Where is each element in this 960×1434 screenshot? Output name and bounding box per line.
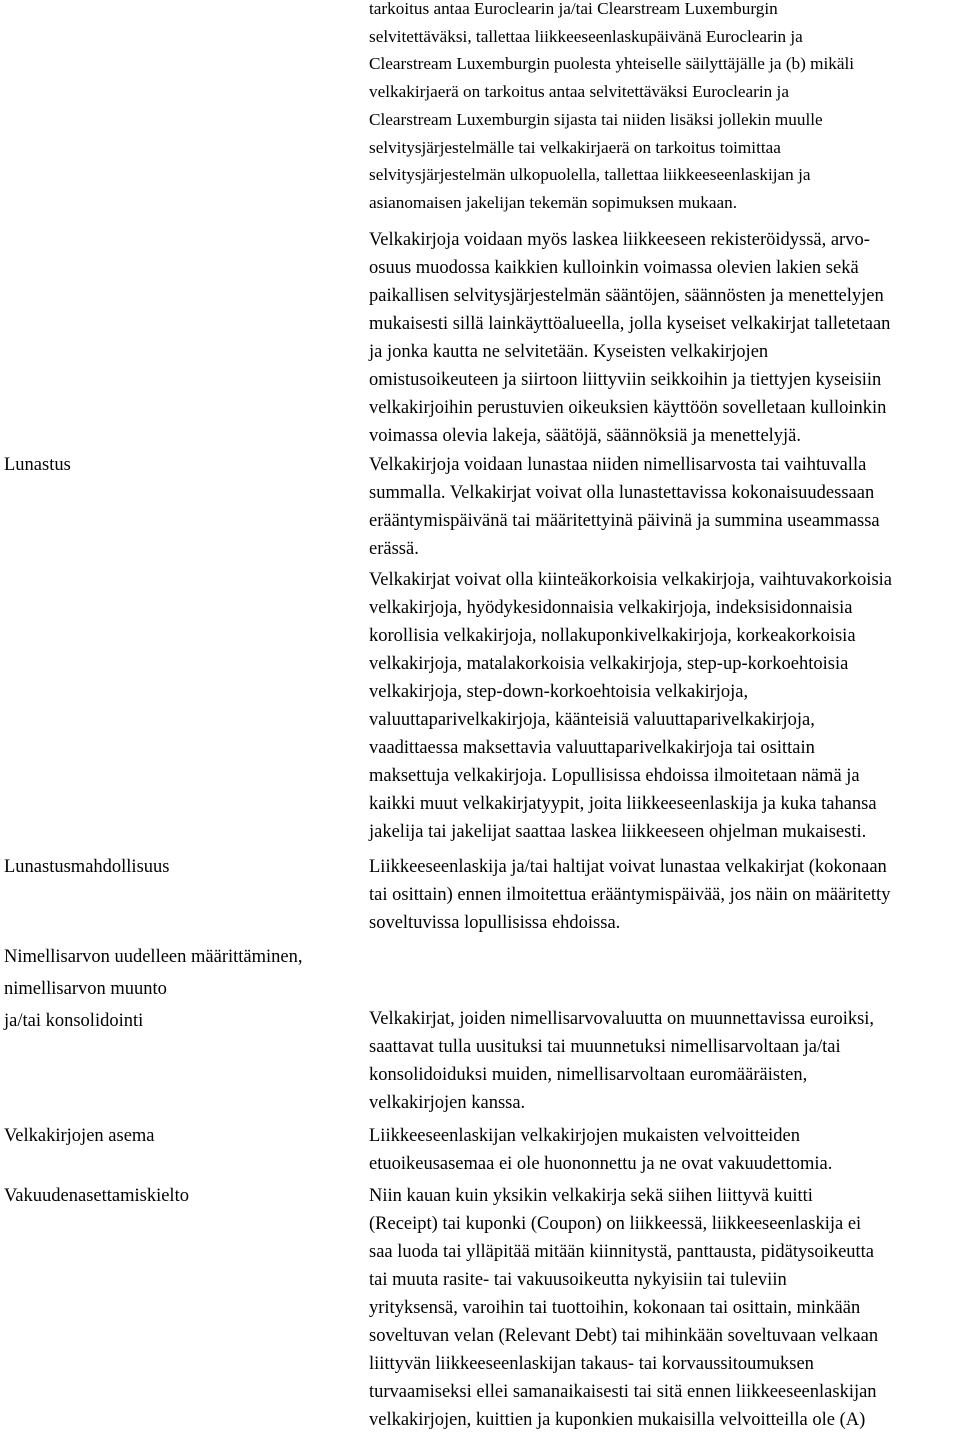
term-line: Nimellisarvon uudelleen määrittäminen, (4, 947, 303, 967)
description-continuation-p1 (369, 0, 957, 217)
description-continuation-p2 (369, 226, 957, 450)
text-line: turvaamiseksi ellei samanaikaisesti tai sitä ennen liikkeeseenlaskijan (369, 1382, 877, 1402)
text-line: korollisia velkakirjoja, nollakuponkivelkakirjoja, korkeakorkoisia (369, 626, 856, 646)
text-line: Niin kauan kuin yksikin velkakirja sekä siihen liittyvä kuitti (369, 1186, 813, 1206)
term-lunastus (4, 451, 364, 479)
text-line: saattavat tulla uusituksi tai muunnetuksi nimellisarvoltaan ja/tai (369, 1037, 841, 1057)
text-line: soveltuvissa lopullisissa ehdoissa. (369, 913, 621, 933)
term-line: Lunastus (4, 455, 71, 475)
description-lunastus-p1 (369, 451, 957, 563)
text-line: omistusoikeuteen ja siirtoon liittyviin seikkoihin ja tiettyjen kyseisiin (369, 370, 882, 390)
text-line: Clearstream Luxemburgin puolesta yhteiselle säilyttäjälle ja (b) mikäli (369, 54, 855, 74)
text-line: velkakirjojen, kuittien ja kuponkien mukaisilla velvoitteilla ole (A) (369, 1410, 866, 1430)
text-line: mukaisesti sillä lainkäyttöalueella, jolla kyseiset velkakirjat talletetaan (369, 314, 891, 334)
term-line: Lunastusmahdollisuus (4, 857, 170, 877)
text-line: ja jonka kautta ne selvitetään. Kyseisten velkakirjojen (369, 342, 769, 362)
text-line: etuoikeusasemaa ei ole huononnettu ja ne ovat vakuudettomia. (369, 1154, 833, 1174)
text-line: kaikki muut velkakirjatyypit, joita liikkeeseenlaskija ja kuka tahansa (369, 794, 877, 814)
text-line: selvitysjärjestelmän ulkopuolella, tallettaa liikkeeseenlaskijan ja (369, 165, 811, 185)
description-vakuudenasettamiskielto (369, 1182, 957, 1434)
text-line: selvitettäväksi, tallettaa liikkeeseenlaskupäivänä Euroclearin ja (369, 26, 803, 46)
text-line: yrityksensä, varoihin tai tuottoihin, kokonaan tai osittain, minkään (369, 1298, 861, 1318)
text-line: asianomaisen jakelijan tekemän sopimuksen mukaan. (369, 192, 737, 212)
term-line: ja/tai konsolidointi (4, 1011, 144, 1031)
text-line: selvitysjärjestelmälle tai velkakirjaerä on tarkoitus toimittaa (369, 137, 781, 157)
text-line: tai osittain) ennen ilmoitettua erääntymispäivää, jos näin on määritetty (369, 885, 891, 905)
text-line: velkakirjoja, hyödykesidonnaisia velkakirjoja, indeksisidonnaisia (369, 598, 853, 618)
text-line: Velkakirjoja voidaan myös laskea liikkeeseen rekisteröidyssä, arvo- (369, 230, 870, 250)
text-line: velkakirjoja, matalakorkoisia velkakirjoja, step-up-korkoehtoisia (369, 654, 849, 674)
text-line: konsolidoiduksi muiden, nimellisarvoltaan euromääräisten, (369, 1065, 808, 1085)
text-line: erääntymispäivänä tai määritettyinä päivinä ja summina useammassa (369, 511, 880, 531)
text-line: Velkakirjat voivat olla kiinteäkorkoisia velkakirjoja, vaihtuvakorkoisia (369, 570, 892, 590)
term-velkakirjojen-asema (4, 1122, 364, 1150)
description-lunastusmahdollisuus (369, 853, 957, 937)
text-line: summalla. Velkakirjat voivat olla lunastettavissa kokonaisuudessaan (369, 483, 875, 503)
text-line: tarkoitus antaa Euroclearin ja/tai Clearstream Luxemburgin (369, 0, 778, 18)
text-line: soveltuvan velan (Relevant Debt) tai mihinkään soveltuvaan velkaan (369, 1326, 879, 1346)
term-line: nimellisarvon muunto (4, 979, 167, 999)
text-line: osuus muodossa kaikkien kulloinkin voimassa olevien lakien sekä (369, 258, 859, 278)
text-line: jakelija tai jakelijat saattaa laskea liikkeeseen ohjelman mukaisesti. (369, 822, 867, 842)
description-lunastus-p2 (369, 566, 957, 846)
text-line: liittyvän liikkeeseenlaskijan takaus- tai korvaussitoumuksen (369, 1354, 814, 1374)
text-line: velkakirjaerä on tarkoitus antaa selvitettäväksi Euroclearin ja (369, 82, 789, 102)
term-line: Vakuudenasettamiskielto (4, 1186, 189, 1206)
text-line: (Receipt) tai kuponki (Coupon) on liikkeessä, liikkeeseenlaskija ei (369, 1214, 862, 1234)
text-line: Velkakirjoja voidaan lunastaa niiden nimellisarvosta tai vaihtuvalla (369, 455, 867, 475)
term-lunastusmahdollisuus (4, 853, 364, 881)
text-line: Liikkeeseenlaskijan velkakirjojen mukaisten velvoitteiden (369, 1126, 801, 1146)
term-vakuudenasettamiskielto (4, 1182, 364, 1210)
text-line: velkakirjojen kanssa. (369, 1093, 526, 1113)
term-nimellisarvo (4, 941, 364, 1037)
text-line: Velkakirjat, joiden nimellisarvovaluutta on muunnettavissa euroiksi, (369, 1009, 875, 1029)
text-line: velkakirjoihin perustuvien oikeuksien käyttöön sovelletaan kulloinkin (369, 398, 887, 418)
text-line: maksettuja velkakirjoja. Lopullisissa ehdoissa ilmoitetaan nämä ja (369, 766, 860, 786)
text-line: saa luoda tai ylläpitää mitään kiinnitystä, panttausta, pidätysoikeutta (369, 1242, 875, 1262)
term-line: Velkakirjojen asema (4, 1126, 155, 1146)
text-line: vaadittaessa maksettavia valuuttaparivelkakirjoja tai osittain (369, 738, 815, 758)
text-line: velkakirjoja, step-down-korkoehtoisia velkakirjoja, (369, 682, 749, 702)
description-nimellisarvo (369, 1005, 957, 1117)
text-line: erässä. (369, 539, 419, 559)
text-line: paikallisen selvitysjärjestelmän sääntöjen, säännösten ja menettelyjen (369, 286, 884, 306)
text-line: Clearstream Luxemburgin sijasta tai niiden lisäksi jollekin muulle (369, 109, 823, 129)
text-line: valuuttaparivelkakirjoja, käänteisiä valuuttaparivelkakirjoja, (369, 710, 815, 730)
description-velkakirjojen-asema (369, 1122, 957, 1178)
text-line: tai muuta rasite- tai vakuusoikeutta nykyisiin tai tuleviin (369, 1270, 787, 1290)
text-line: Liikkeeseenlaskija ja/tai haltijat voivat lunastaa velkakirjat (kokonaan (369, 857, 887, 877)
text-line: voimassa olevia lakeja, säätöjä, säännöksiä ja menettelyjä. (369, 426, 802, 446)
